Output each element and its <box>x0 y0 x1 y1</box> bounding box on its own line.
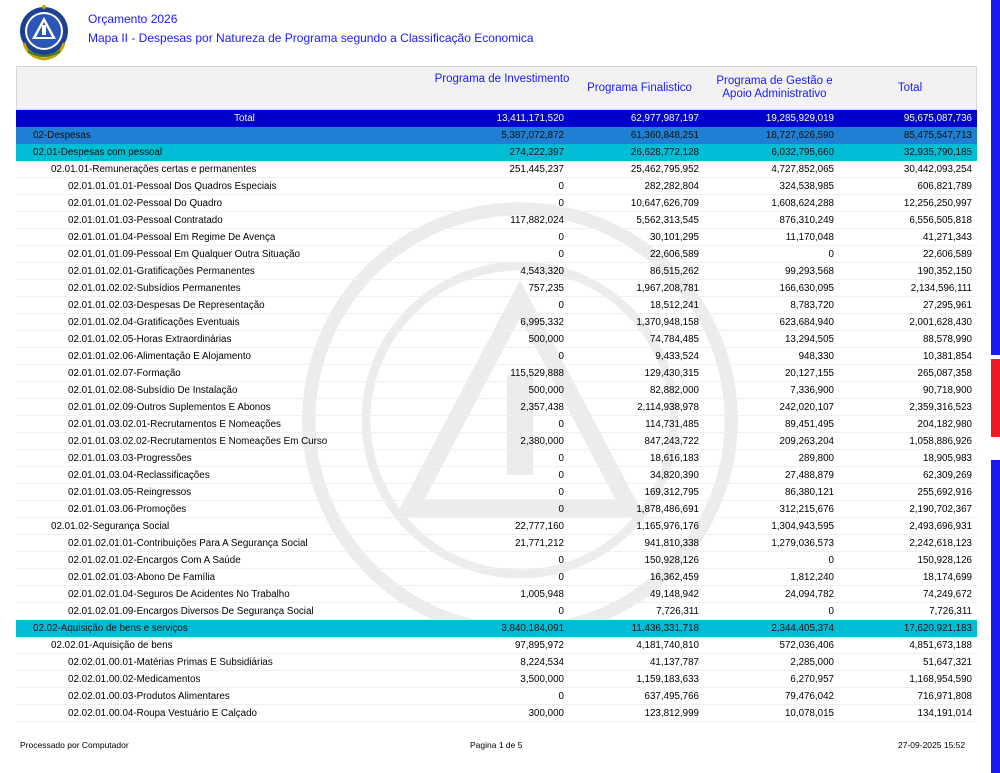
value-gestao: 27,488,879 <box>784 470 834 481</box>
value-total: 716,971,808 <box>917 691 972 702</box>
row-label: 02.01.01.03.02.02-Recrutamentos E Nomeações Em Curso <box>68 436 328 447</box>
table-row <box>16 416 977 433</box>
value-total: 134,191,014 <box>917 708 972 719</box>
row-label: 02.01.01.03.06-Promoções <box>68 504 187 515</box>
value-gestao: 209,263,204 <box>779 436 834 447</box>
value-total: 88,578,990 <box>922 334 972 345</box>
value-gestao: 1,608,624,288 <box>771 198 834 209</box>
table-row <box>16 178 977 195</box>
table-row <box>16 433 977 450</box>
value-investimento: 0 <box>558 470 564 481</box>
value-investimento: 274,222,397 <box>509 147 564 158</box>
table-row <box>16 314 977 331</box>
value-total: 85,475,547,713 <box>903 130 972 141</box>
table-body <box>16 127 977 722</box>
value-total: 30,442,093,254 <box>903 164 972 175</box>
row-label: 02.01.01.01.01-Pessoal Dos Quadros Especiais <box>68 181 277 192</box>
value-investimento: 117,882,024 <box>510 215 564 226</box>
value-total: 62,309,269 <box>922 470 972 481</box>
row-label: 02.01.01.02.05-Horas Extraordinárias <box>68 334 232 345</box>
value-total: 1,168,954,590 <box>909 674 972 685</box>
table-row <box>16 620 977 637</box>
value-finalistico: 82,882,000 <box>649 385 699 396</box>
value-gestao: 0 <box>828 555 834 566</box>
value-investimento: 0 <box>558 487 564 498</box>
value-investimento: 0 <box>558 572 564 583</box>
value-finalistico: 1,967,208,781 <box>636 283 699 294</box>
value-total: 10,381,854 <box>922 351 972 362</box>
value-investimento: 500,000 <box>528 385 564 396</box>
row-label: 02.02.01.00.01-Matérias Primas E Subsidiárias <box>68 657 273 668</box>
value-finalistico: 22,606,589 <box>649 249 699 260</box>
value-total: 95,675,087,736 <box>903 113 972 124</box>
table-row <box>16 399 977 416</box>
value-finalistico: 18,616,183 <box>649 453 699 464</box>
value-investimento: 2,357,438 <box>520 402 564 413</box>
col-header-investimento: Programa de Investimento <box>434 73 570 85</box>
row-label: 02.01.01.02.02-Subsídios Permanentes <box>68 283 241 294</box>
value-gestao: 6,032,795,660 <box>771 147 834 158</box>
table-row <box>16 501 977 518</box>
value-investimento: 0 <box>558 606 564 617</box>
row-label: 02.02.01.00.04-Roupa Vestuário E Calçado <box>68 708 257 719</box>
table-row <box>16 518 977 535</box>
value-gestao: 99,293,568 <box>784 266 834 277</box>
table-row <box>16 569 977 586</box>
value-gestao: 13,294,505 <box>784 334 834 345</box>
table-row <box>16 297 977 314</box>
table-row <box>16 280 977 297</box>
value-gestao: 312,215,676 <box>779 504 834 515</box>
value-finalistico: 16,362,459 <box>649 572 699 583</box>
value-investimento: 0 <box>558 300 564 311</box>
row-label: 02.02-Aquisição de bens e serviços <box>33 623 188 634</box>
value-gestao: 2,285,000 <box>790 657 834 668</box>
table-row <box>16 637 977 654</box>
row-label: 02.02.01.00.02-Medicamentos <box>68 674 201 685</box>
value-total: 2,242,618,123 <box>909 538 972 549</box>
value-finalistico: 1,165,976,176 <box>636 521 699 532</box>
value-gestao: 876,310,249 <box>779 215 834 226</box>
value-total: 12,256,250,997 <box>903 198 972 209</box>
value-investimento: 251,445,237 <box>509 164 564 175</box>
value-total: 18,905,983 <box>922 453 972 464</box>
value-finalistico: 847,243,722 <box>644 436 699 447</box>
value-finalistico: 11,436,331,718 <box>631 623 699 634</box>
row-label: 02.01.02.01.03-Abono De Família <box>68 572 216 583</box>
value-finalistico: 114,731,485 <box>645 419 699 430</box>
table-row <box>16 603 977 620</box>
value-finalistico: 1,159,183,633 <box>636 674 699 685</box>
value-gestao: 948,330 <box>798 351 834 362</box>
col-header-total: Total <box>897 81 923 94</box>
row-label: 02-Despesas <box>33 130 91 141</box>
row-label: 02.02.01-Aquisição de bens <box>51 640 173 651</box>
value-total: 7,726,311 <box>929 606 972 617</box>
value-finalistico: 25,462,795,952 <box>630 164 699 175</box>
value-total: 22,606,589 <box>922 249 972 260</box>
value-investimento: 3,840,184,091 <box>501 623 564 634</box>
row-label: 02.01.01.03.04-Reclassificações <box>68 470 210 481</box>
edge-marker-red <box>991 359 1000 437</box>
edge-marker-blue-bottom <box>991 460 1000 773</box>
value-gestao: 20,127,155 <box>784 368 834 379</box>
value-finalistico: 9,433,524 <box>655 351 699 362</box>
value-gestao: 623,684,940 <box>779 317 834 328</box>
value-total: 204,182,980 <box>917 419 972 430</box>
value-finalistico: 62,977,987,197 <box>630 113 699 124</box>
footer-page-number: Pagina 1 de 5 <box>470 740 523 750</box>
table-row <box>16 127 977 144</box>
value-gestao: 19,285,929,019 <box>765 113 834 124</box>
value-investimento: 0 <box>558 351 564 362</box>
row-label: 02.01.01.03.03-Progressões <box>68 453 192 464</box>
row-label: 02.01.01.02.03-Despesas De Representação <box>68 300 265 311</box>
value-investimento: 3,500,000 <box>520 674 564 685</box>
row-label: 02.01.01-Remunerações certas e permanentes <box>51 164 257 175</box>
value-total: 1,058,886,926 <box>909 436 972 447</box>
value-finalistico: 2,114,938,978 <box>637 402 699 413</box>
value-finalistico: 18,512,241 <box>649 300 699 311</box>
value-gestao: 289,800 <box>798 453 834 464</box>
value-gestao: 1,279,036,573 <box>771 538 834 549</box>
value-gestao: 7,336,900 <box>790 385 834 396</box>
row-label: 02.01.01.02.06-Alimentação E Alojamento <box>68 351 251 362</box>
value-gestao: 86,380,121 <box>784 487 834 498</box>
edge-marker-blue-top <box>991 0 1000 355</box>
table-row <box>16 263 977 280</box>
table-row <box>16 195 977 212</box>
table-column-header <box>16 66 977 110</box>
report-title: Orçamento 2026 <box>88 12 178 26</box>
table-row <box>16 229 977 246</box>
value-total: 606,821,789 <box>917 181 972 192</box>
total-row <box>16 110 977 127</box>
value-gestao: 8,783,720 <box>790 300 834 311</box>
row-label: 02.01.01.03.05-Reingressos <box>68 487 192 498</box>
value-investimento: 0 <box>558 198 564 209</box>
value-finalistico: 86,515,262 <box>649 266 699 277</box>
value-total: 2,190,702,367 <box>909 504 972 515</box>
value-gestao: 2,344,405,374 <box>771 623 834 634</box>
row-label: 02.01.02-Segurança Social <box>51 521 170 532</box>
coat-of-arms-icon <box>14 3 74 63</box>
value-finalistico: 74,784,485 <box>649 334 699 345</box>
row-label: 02.01.01.02.01-Gratificações Permanentes <box>68 266 255 277</box>
value-finalistico: 7,726,311 <box>656 606 699 617</box>
value-finalistico: 129,430,315 <box>644 368 699 379</box>
value-total: 51,647,321 <box>922 657 972 668</box>
table-row <box>16 586 977 603</box>
value-total: 2,359,316,523 <box>909 402 972 413</box>
value-finalistico: 169,312,795 <box>644 487 699 498</box>
value-investimento: 8,224,534 <box>520 657 564 668</box>
value-investimento: 0 <box>558 249 564 260</box>
value-gestao: 89,451,495 <box>784 419 834 430</box>
value-finalistico: 5,562,313,545 <box>636 215 699 226</box>
value-finalistico: 637,495,766 <box>644 691 699 702</box>
value-finalistico: 10,647,626,709 <box>630 198 699 209</box>
value-total: 27,295,961 <box>922 300 972 311</box>
value-finalistico: 282,282,804 <box>644 181 699 192</box>
table-row <box>16 688 977 705</box>
value-finalistico: 26,628,772,128 <box>630 147 699 158</box>
row-label: 02.01.01.02.04-Gratificações Eventuais <box>68 317 240 328</box>
row-label: 02.01-Despesas com pessoal <box>33 147 163 158</box>
value-total: 74,249,672 <box>922 589 972 600</box>
value-gestao: 4,727,852,065 <box>771 164 834 175</box>
footer-date: 27-09-2025 15:52 <box>898 740 966 750</box>
table-row <box>16 348 977 365</box>
row-label: Total <box>234 113 255 124</box>
value-investimento: 0 <box>558 181 564 192</box>
value-finalistico: 30,101,295 <box>649 232 699 243</box>
value-investimento: 115,529,888 <box>510 368 564 379</box>
budget-table <box>16 66 977 722</box>
value-gestao: 242,020,107 <box>779 402 834 413</box>
table-row <box>16 552 977 569</box>
table-row <box>16 144 977 161</box>
row-label: 02.01.01.02.09-Outros Suplementos E Abonos <box>68 402 271 413</box>
row-label: 02.01.02.01.09-Encargos Diversos De Segurança Social <box>68 606 314 617</box>
value-finalistico: 123,812,999 <box>644 708 699 719</box>
value-investimento: 97,895,972 <box>514 640 564 651</box>
value-gestao: 79,476,042 <box>784 691 834 702</box>
value-investimento: 0 <box>558 504 564 515</box>
table-row <box>16 467 977 484</box>
value-investimento: 1,005,948 <box>520 589 564 600</box>
row-label: 02.01.01.01.04-Pessoal Em Regime De Avença <box>68 232 276 243</box>
value-investimento: 6,995,332 <box>520 317 564 328</box>
value-finalistico: 34,820,390 <box>649 470 699 481</box>
footer-processed: Processado por Computador <box>20 740 129 750</box>
value-total: 32,935,790,185 <box>903 147 972 158</box>
value-investimento: 5,387,072,872 <box>501 130 564 141</box>
value-total: 2,001,628,430 <box>909 317 972 328</box>
row-label: 02.01.02.01.02-Encargos Com A Saúde <box>68 555 241 566</box>
value-gestao: 1,304,943,595 <box>771 521 834 532</box>
value-investimento: 500,000 <box>528 334 564 345</box>
value-investimento: 757,235 <box>528 283 564 294</box>
value-gestao: 0 <box>828 249 834 260</box>
report-header <box>0 0 1000 70</box>
value-total: 255,692,916 <box>917 487 972 498</box>
report-subtitle: Mapa II - Despesas por Natureza de Programa segundo a Classificação Economica <box>88 31 534 45</box>
value-gestao: 0 <box>828 606 834 617</box>
value-finalistico: 150,928,126 <box>644 555 699 566</box>
table-row <box>16 484 977 501</box>
value-investimento: 0 <box>558 419 564 430</box>
value-finalistico: 941,810,338 <box>644 538 699 549</box>
table-row <box>16 654 977 671</box>
value-investimento: 22,777,160 <box>514 521 564 532</box>
table-row <box>16 705 977 722</box>
value-investimento: 13,411,171,520 <box>496 113 564 124</box>
row-label: 02.01.01.03.02.01-Recrutamentos E Nomeações <box>68 419 281 430</box>
value-total: 90,718,900 <box>922 385 972 396</box>
value-finalistico: 4,181,740,810 <box>636 640 699 651</box>
value-investimento: 4,543,320 <box>520 266 564 277</box>
value-gestao: 24,094,782 <box>784 589 834 600</box>
value-total: 2,493,696,931 <box>909 521 972 532</box>
table-row <box>16 365 977 382</box>
table-row <box>16 246 977 263</box>
value-total: 2,134,596,111 <box>910 283 972 294</box>
value-finalistico: 1,370,948,158 <box>636 317 699 328</box>
value-finalistico: 61,360,848,251 <box>630 130 699 141</box>
value-investimento: 300,000 <box>528 708 564 719</box>
table-row <box>16 331 977 348</box>
value-gestao: 6,270,957 <box>790 674 834 685</box>
row-label: 02.01.01.01.03-Pessoal Contratado <box>68 215 223 226</box>
value-total: 265,087,358 <box>917 368 972 379</box>
value-finalistico: 49,148,942 <box>649 589 699 600</box>
table-row <box>16 161 977 178</box>
row-label: 02.01.02.01.01-Contribuições Para A Segurança Social <box>68 538 308 549</box>
table-row <box>16 382 977 399</box>
value-total: 18,174,699 <box>922 572 972 583</box>
value-total: 41,271,343 <box>922 232 972 243</box>
value-gestao: 10,078,015 <box>784 708 834 719</box>
row-label: 02.02.01.00.03-Produtos Alimentares <box>68 691 230 702</box>
value-investimento: 0 <box>558 555 564 566</box>
table-row <box>16 450 977 467</box>
row-label: 02.01.01.01.02-Pessoal Do Quadro <box>68 198 223 209</box>
row-label: 02.01.01.01.09-Pessoal Em Qualquer Outra Situação <box>68 249 301 260</box>
table-row <box>16 671 977 688</box>
col-header-finalistico: Programa Finalistico <box>587 81 692 94</box>
value-finalistico: 41,137,787 <box>649 657 699 668</box>
value-gestao: 1,812,240 <box>790 572 834 583</box>
value-finalistico: 1,878,486,691 <box>636 504 699 515</box>
value-investimento: 0 <box>558 691 564 702</box>
value-gestao: 11,170,048 <box>785 232 834 243</box>
value-total: 4,851,673,188 <box>909 640 972 651</box>
value-gestao: 324,538,985 <box>779 181 834 192</box>
value-investimento: 0 <box>558 232 564 243</box>
value-total: 17,620,921,183 <box>903 623 972 634</box>
value-investimento: 21,771,212 <box>514 538 564 549</box>
table-row <box>16 535 977 552</box>
value-investimento: 0 <box>558 453 564 464</box>
value-gestao: 572,036,406 <box>779 640 834 651</box>
value-total: 190,352,150 <box>917 266 972 277</box>
value-total: 6,556,505,818 <box>909 215 972 226</box>
row-label: 02.01.01.02.07-Formação <box>68 368 181 379</box>
col-header-gestao: Programa de Gestão e Apoio Administrativo <box>716 75 833 100</box>
value-investimento: 2,380,000 <box>520 436 564 447</box>
value-gestao: 18,727,626,590 <box>765 130 834 141</box>
row-label: 02.01.01.02.08-Subsídio De Instalação <box>68 385 238 396</box>
table-row <box>16 212 977 229</box>
row-label: 02.01.02.01.04-Seguros De Acidentes No Trabalho <box>68 589 290 600</box>
value-gestao: 166,630,095 <box>779 283 834 294</box>
value-total: 150,928,126 <box>917 555 972 566</box>
